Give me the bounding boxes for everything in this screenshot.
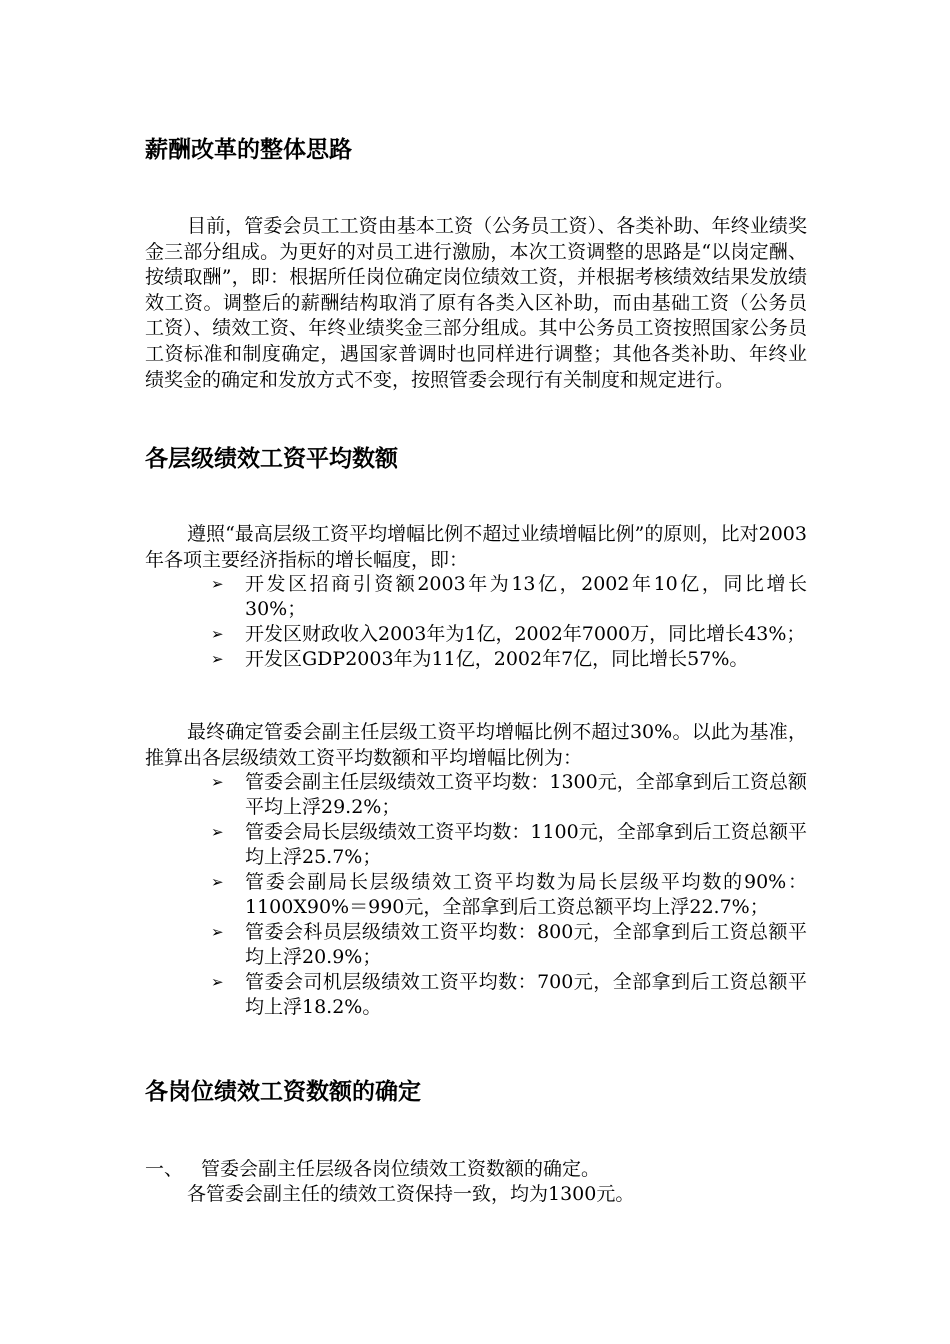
arrowhead-bullet-icon: ➢ (211, 650, 224, 668)
list-item (205, 770, 807, 820)
arrowhead-bullet-icon: ➢ (211, 923, 224, 941)
indicator-text: 开发区GDP2003年为11亿，2002年7亿，同比增长57%。 (245, 648, 749, 670)
arrowhead-bullet-icon: ➢ (211, 873, 224, 891)
economic-indicator-list (205, 572, 807, 672)
overall-approach-paragraph: 目前，管委会员工工资由基本工资（公务员工资）、各类补助、年终业绩奖金三部分组成。为更好的对员工进行激励，本次工资调整的思路是“以岗定酬、按绩取酬”，即：根据所任岗位确定岗位绩效工资，并根据考核绩效结果发放绩效工资。调整后的薪酬结构取消了原有各类入区补助，而由基础工资（公务员工资）、绩效工资、年终业绩奖金三部分组成。其中公务员工资按照国家公务员工资标准和制度确定，遇国家普调时也同样进行调整；其他各类补助、年终业绩奖金的确定和发放方式不变，按照管委会现行有关制度和规定进行。 (145, 215, 807, 391)
level-averages-conclusion: 最终确定管委会副主任层级工资平均增幅比例不超过30%。以此为基准，推算出各层级绩效工资平均数额和平均增幅比例为： (145, 721, 807, 769)
level-text: 管委会副局长层级绩效工资平均数为局长层级平均数的90%：1100X90%＝990元，全部拿到后工资总额平均上浮22.7%； (245, 871, 807, 918)
list-item (205, 870, 807, 920)
list-item (205, 820, 807, 870)
list-item (205, 572, 807, 622)
indicator-text: 开发区招商引资额2003年为13亿，2002年10亿，同比增长30%； (245, 573, 807, 620)
item-number: 一、 (145, 1158, 184, 1180)
arrowhead-bullet-icon: ➢ (211, 823, 224, 841)
arrowhead-bullet-icon: ➢ (211, 773, 224, 791)
list-item (205, 622, 807, 647)
section-heading-overall-approach: 薪酬改革的整体思路 (145, 137, 352, 163)
indicator-text: 开发区财政收入2003年为1亿，2002年7000万，同比增长43%； (245, 623, 806, 645)
numbered-item (145, 1157, 807, 1182)
level-text: 管委会司机层级绩效工资平均数：700元，全部拿到后工资总额平均上浮18.2%。 (245, 971, 807, 1018)
list-item (205, 647, 807, 672)
arrowhead-bullet-icon: ➢ (211, 575, 224, 593)
item-detail: 各管委会副主任的绩效工资保持一致，均为1300元。 (187, 1183, 635, 1205)
arrowhead-bullet-icon: ➢ (211, 625, 224, 643)
level-averages-intro: 遵照“最高层级工资平均增幅比例不超过业绩增幅比例”的原则，比对2003年各项主要经济指标的增长幅度，即： (145, 523, 807, 571)
level-text: 管委会科员层级绩效工资平均数：800元，全部拿到后工资总额平均上浮20.9%； (245, 921, 807, 968)
level-average-list (205, 770, 807, 1020)
level-text: 管委会局长层级绩效工资平均数：1100元，全部拿到后工资总额平均上浮25.7%； (245, 821, 807, 868)
list-item (205, 970, 807, 1020)
arrowhead-bullet-icon: ➢ (211, 973, 224, 991)
section-heading-position-amounts: 各岗位绩效工资数额的确定 (145, 1079, 421, 1105)
section-heading-level-averages: 各层级绩效工资平均数额 (145, 446, 398, 472)
list-item (205, 920, 807, 970)
level-text: 管委会副主任层级绩效工资平均数：1300元，全部拿到后工资总额平均上浮29.2%； (245, 771, 807, 818)
item-text: 管委会副主任层级各岗位绩效工资数额的确定。 (201, 1158, 601, 1180)
